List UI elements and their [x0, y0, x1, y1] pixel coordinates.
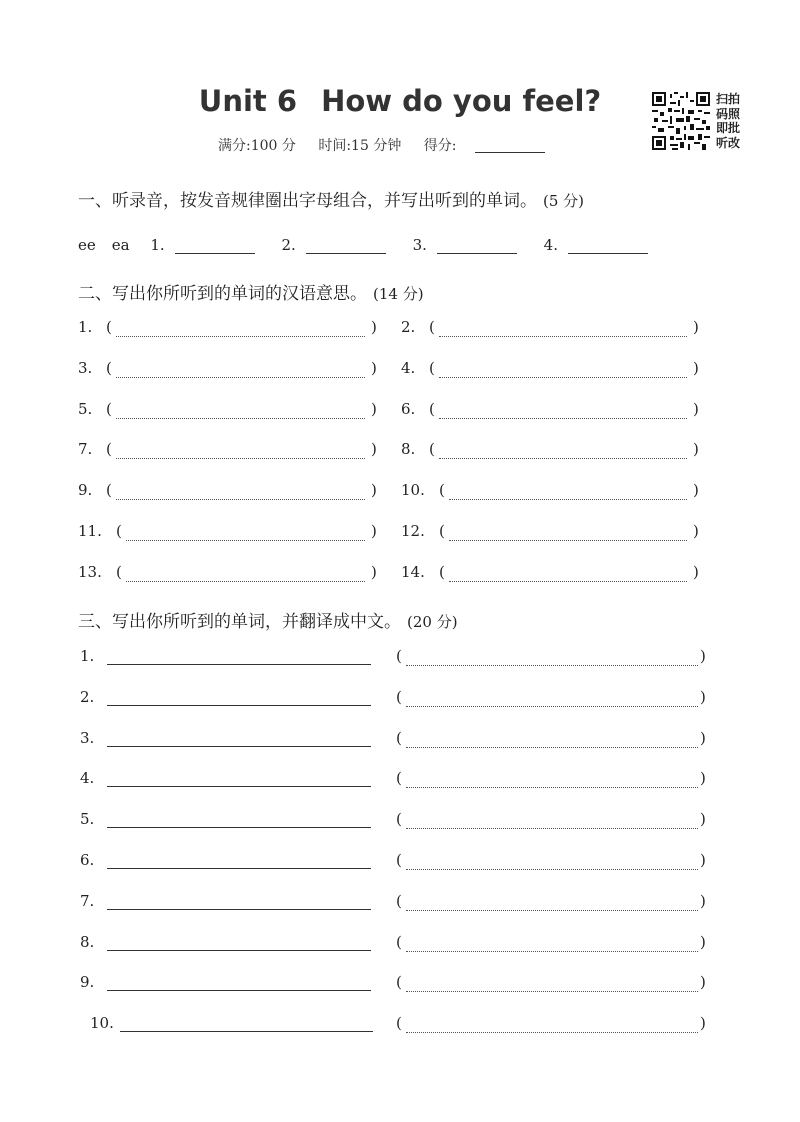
close-paren: )	[700, 647, 706, 665]
s3-row	[90, 1014, 720, 1038]
open-paren: (	[439, 481, 445, 500]
item-number: 2.	[401, 318, 416, 336]
s3-row	[80, 769, 710, 793]
section-1-score: (5 分)	[543, 192, 585, 210]
translation-dotted-line[interactable]	[406, 1032, 698, 1033]
letter-combo-ea[interactable]: ea	[111, 236, 130, 254]
item-number: 3.	[78, 358, 93, 377]
s3-row	[80, 973, 710, 997]
answer-dotted-line[interactable]	[116, 336, 365, 337]
item-number: 4.	[401, 358, 416, 377]
answer-dotted-line[interactable]	[116, 418, 365, 419]
open-paren: (	[396, 810, 402, 829]
title-text: How do you feel?	[321, 84, 602, 118]
s2-item	[78, 481, 381, 503]
time-limit: 时间:15 分钟	[318, 138, 402, 154]
exam-meta	[218, 135, 545, 155]
open-paren: (	[439, 522, 445, 540]
open-paren: (	[396, 728, 402, 747]
item-number: 12.	[401, 522, 425, 540]
item-number: 14.	[401, 562, 425, 581]
item-number: 4.	[543, 236, 558, 254]
s2-item	[78, 522, 381, 544]
word-answer-line[interactable]	[107, 664, 371, 665]
answer-blank[interactable]	[175, 238, 255, 254]
translation-dotted-line[interactable]	[406, 951, 698, 952]
s2-item	[78, 563, 381, 585]
s1-item-4	[544, 236, 648, 254]
translation-dotted-line[interactable]	[406, 869, 698, 870]
s1-item-2	[281, 236, 385, 254]
close-paren: )	[371, 562, 377, 581]
open-paren: (	[106, 481, 112, 500]
close-paren: )	[371, 481, 377, 500]
title-unit: Unit 6	[198, 84, 298, 118]
s3-row	[80, 729, 710, 753]
answer-dotted-line[interactable]	[449, 499, 687, 500]
item-number: 1.	[150, 236, 165, 254]
item-number: 10.	[401, 481, 425, 500]
item-number: 7.	[80, 891, 95, 910]
open-paren: (	[396, 851, 402, 869]
item-number: 3.	[412, 236, 427, 254]
close-paren: )	[693, 562, 699, 581]
close-paren: )	[371, 522, 377, 540]
item-number: 6.	[80, 851, 95, 869]
close-paren: )	[700, 687, 706, 706]
item-number: 8.	[80, 932, 95, 951]
answer-dotted-line[interactable]	[439, 458, 687, 459]
close-paren: )	[700, 932, 706, 951]
letter-combo-ee[interactable]: ee	[78, 236, 96, 254]
s2-item	[401, 318, 703, 340]
s2-item	[78, 440, 381, 462]
item-number: 1.	[80, 647, 95, 665]
s3-row	[80, 933, 710, 957]
item-number: 7.	[78, 440, 93, 459]
open-paren: (	[116, 562, 122, 581]
open-paren: (	[106, 440, 112, 459]
item-number: 8.	[401, 440, 416, 459]
close-paren: )	[700, 728, 706, 747]
s2-item	[401, 400, 703, 422]
s2-item	[401, 563, 703, 585]
qr-code-icon[interactable]	[652, 92, 710, 150]
s1-item-3	[413, 236, 517, 254]
answer-blank[interactable]	[568, 238, 648, 254]
open-paren: (	[106, 358, 112, 377]
section-1-answers	[78, 236, 670, 254]
item-number: 5.	[78, 399, 93, 418]
open-paren: (	[396, 687, 402, 706]
s3-row	[80, 688, 710, 712]
translation-dotted-line[interactable]	[406, 991, 698, 992]
item-number: 5.	[80, 810, 95, 829]
open-paren: (	[106, 399, 112, 418]
score-blank[interactable]	[475, 138, 545, 153]
score-label: 得分:	[423, 138, 457, 154]
section-2-score: (14 分)	[373, 285, 424, 303]
word-answer-line[interactable]	[107, 868, 371, 869]
word-answer-line[interactable]	[107, 990, 371, 991]
close-paren: )	[700, 973, 706, 992]
s2-item	[401, 522, 703, 544]
s3-row	[80, 647, 710, 671]
s2-item	[401, 481, 703, 503]
answer-dotted-line[interactable]	[116, 377, 365, 378]
item-number: 9.	[80, 973, 95, 992]
s2-item	[78, 400, 381, 422]
close-paren: )	[371, 318, 377, 336]
s3-row	[80, 892, 710, 916]
word-answer-line[interactable]	[107, 746, 371, 747]
item-number: 9.	[78, 481, 93, 500]
word-answer-line[interactable]	[107, 909, 371, 910]
close-paren: )	[371, 440, 377, 459]
section-3-title: 三、写出你所听到的单词，并翻译成中文。	[78, 612, 401, 632]
answer-dotted-line[interactable]	[439, 418, 687, 419]
open-paren: (	[396, 769, 402, 788]
open-paren: (	[429, 440, 435, 459]
answer-dotted-line[interactable]	[439, 377, 687, 378]
open-paren: (	[396, 647, 402, 665]
open-paren: (	[429, 318, 435, 336]
open-paren: (	[396, 973, 402, 992]
answer-blank[interactable]	[306, 238, 386, 254]
word-answer-line[interactable]	[107, 950, 371, 951]
translation-dotted-line[interactable]	[406, 747, 698, 748]
close-paren: )	[371, 399, 377, 418]
close-paren: )	[693, 440, 699, 459]
translation-dotted-line[interactable]	[406, 787, 698, 788]
open-paren: (	[429, 399, 435, 418]
full-marks: 满分:100 分	[218, 138, 296, 154]
item-number: 10.	[90, 1014, 114, 1033]
item-number: 11.	[78, 522, 102, 540]
close-paren: )	[693, 399, 699, 418]
section-2-title: 二、写出你所听到的单词的汉语意思。	[78, 284, 367, 304]
open-paren: (	[396, 891, 402, 910]
s2-item	[401, 359, 703, 381]
close-paren: )	[700, 891, 706, 910]
close-paren: )	[700, 810, 706, 829]
close-paren: )	[693, 358, 699, 377]
open-paren: (	[106, 318, 112, 336]
close-paren: )	[693, 522, 699, 540]
item-number: 4.	[80, 769, 95, 788]
s2-item	[401, 440, 703, 462]
qr-caption: 扫拍码照即批听改	[716, 92, 741, 150]
open-paren: (	[439, 562, 445, 581]
word-answer-line[interactable]	[107, 786, 371, 787]
word-answer-line[interactable]	[107, 705, 371, 706]
item-number: 3.	[80, 728, 95, 747]
close-paren: )	[700, 1014, 706, 1033]
open-paren: (	[116, 522, 122, 540]
answer-dotted-line[interactable]	[116, 499, 365, 500]
item-number: 13.	[78, 562, 102, 581]
item-number: 2.	[281, 236, 296, 254]
close-paren: )	[693, 318, 699, 336]
word-answer-line[interactable]	[107, 827, 371, 828]
section-1-heading	[78, 186, 584, 211]
open-paren: (	[396, 932, 402, 951]
translation-dotted-line[interactable]	[406, 828, 698, 829]
close-paren: )	[693, 481, 699, 500]
translation-dotted-line[interactable]	[406, 665, 698, 666]
s1-item-1	[150, 236, 254, 254]
item-number: 6.	[401, 399, 416, 418]
s3-row	[80, 851, 710, 875]
close-paren: )	[700, 769, 706, 788]
section-3-heading	[78, 607, 458, 632]
answer-dotted-line[interactable]	[126, 540, 365, 541]
item-number: 1.	[78, 318, 93, 336]
section-2-heading	[78, 279, 424, 304]
answer-dotted-line[interactable]	[439, 336, 687, 337]
translation-dotted-line[interactable]	[406, 706, 698, 707]
answer-dotted-line[interactable]	[126, 581, 365, 582]
open-paren: (	[396, 1014, 402, 1033]
s2-item	[78, 318, 381, 340]
s2-item	[78, 359, 381, 381]
section-3-score: (20 分)	[407, 613, 458, 631]
close-paren: )	[371, 358, 377, 377]
answer-dotted-line[interactable]	[449, 581, 687, 582]
answer-dotted-line[interactable]	[116, 458, 365, 459]
close-paren: )	[700, 851, 706, 869]
answer-dotted-line[interactable]	[449, 540, 687, 541]
translation-dotted-line[interactable]	[406, 910, 698, 911]
item-number: 2.	[80, 687, 95, 706]
word-answer-line[interactable]	[120, 1031, 373, 1032]
s3-row	[80, 810, 710, 834]
section-1-title: 一、听录音，按发音规律圈出字母组合，并写出听到的单词。	[78, 191, 537, 211]
open-paren: (	[429, 358, 435, 377]
answer-blank[interactable]	[437, 238, 517, 254]
